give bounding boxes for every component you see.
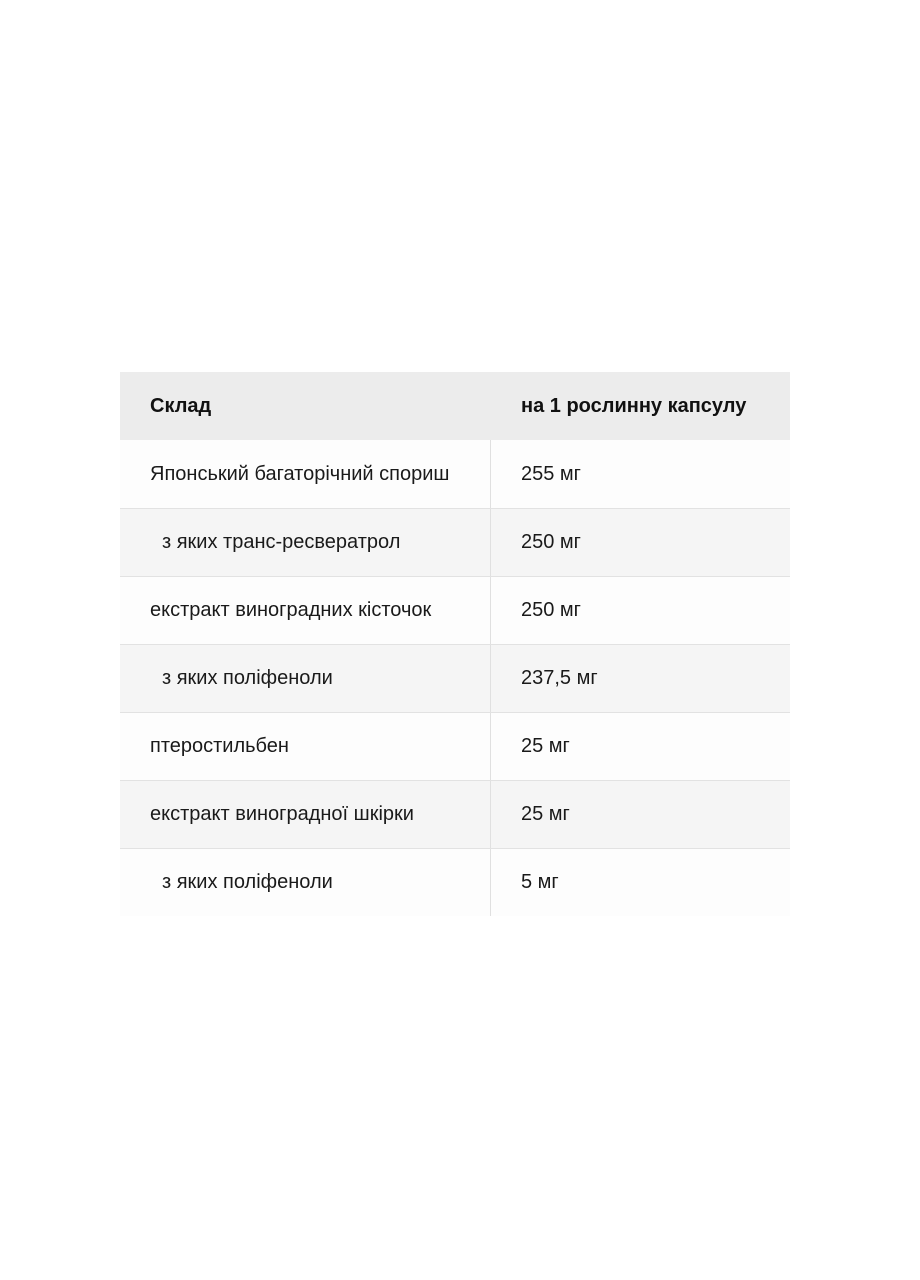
ingredient-amount: 250 мг: [521, 531, 581, 553]
ingredient-name: екстракт виноградних кісточок: [120, 577, 491, 644]
ingredient-amount: 25 мг: [521, 735, 570, 757]
composition-table: [120, 372, 790, 916]
table-row: [120, 440, 790, 508]
ingredient-amount: 5 мг: [521, 871, 559, 893]
ingredient-amount: 237,5 мг: [521, 667, 598, 689]
ingredient-name: з яких поліфеноли: [120, 849, 491, 916]
ingredient-name: Японський багаторічний спориш: [120, 440, 491, 508]
table-row: [120, 576, 790, 644]
header-per-capsule: на 1 рослинну капсулу: [521, 394, 747, 417]
table-row: [120, 712, 790, 780]
ingredient-amount: 250 мг: [521, 599, 581, 621]
ingredient-name: з яких транс-ресвератрол: [120, 509, 491, 576]
ingredient-name: птеростильбен: [120, 713, 491, 780]
table-row: [120, 848, 790, 916]
table-header: [120, 372, 790, 440]
ingredient-amount: 25 мг: [521, 803, 570, 825]
ingredient-amount: 255 мг: [521, 462, 581, 485]
header-ingredient: Склад: [150, 394, 212, 417]
ingredient-name: екстракт виноградної шкірки: [120, 781, 491, 848]
table-row: [120, 508, 790, 576]
table-body: [120, 440, 790, 916]
ingredient-name: з яких поліфеноли: [120, 645, 491, 712]
table-row: [120, 780, 790, 848]
table-row: [120, 644, 790, 712]
